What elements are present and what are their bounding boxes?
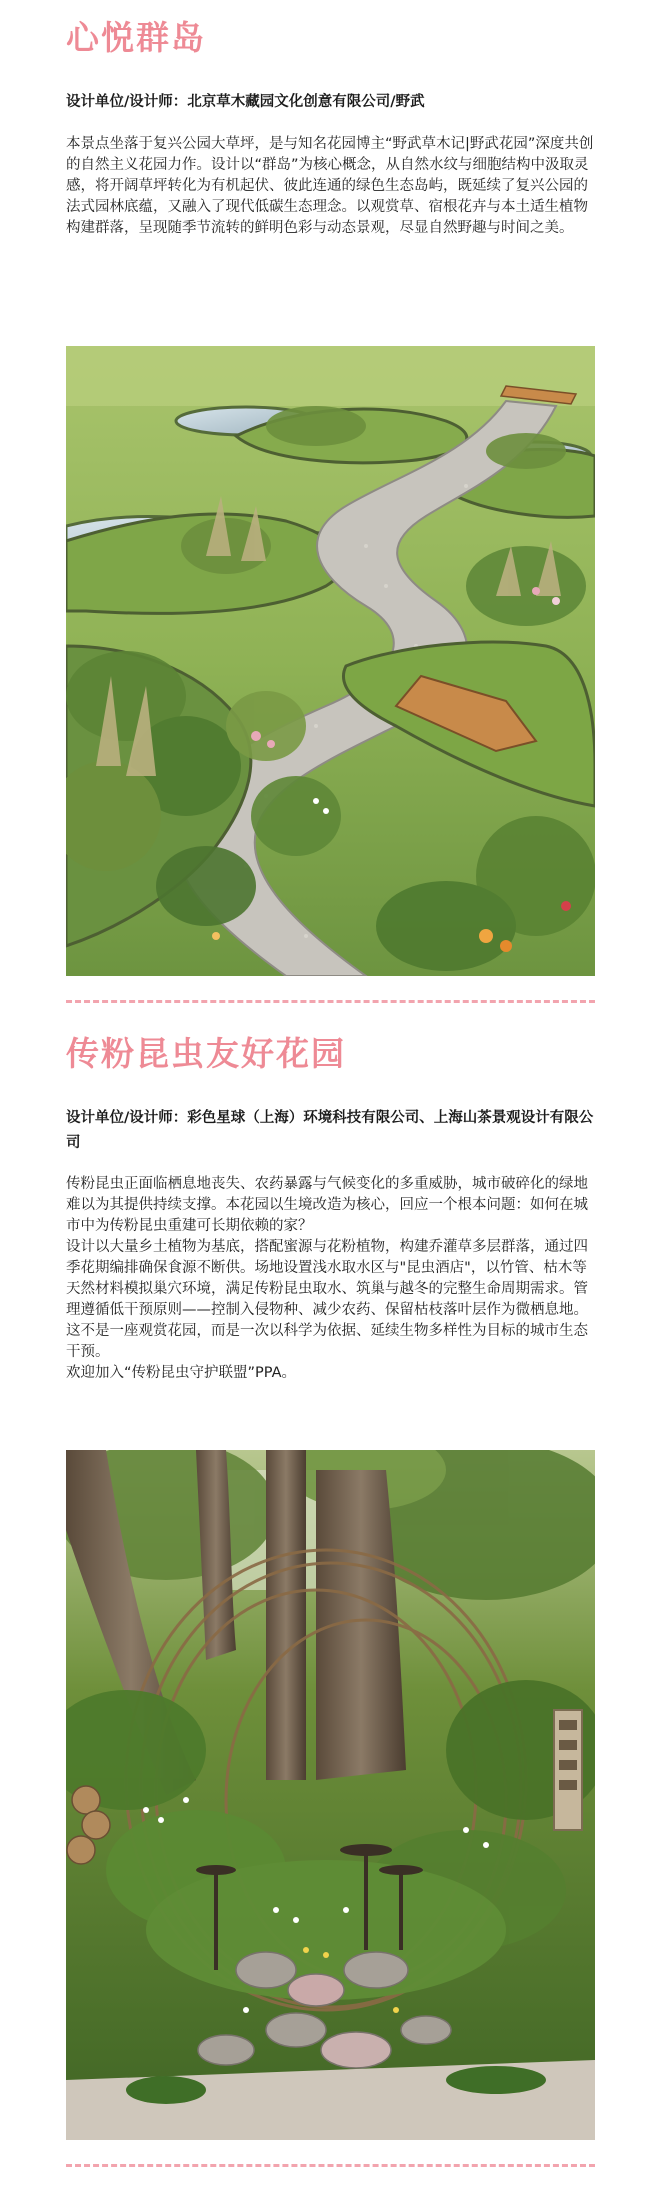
island-garden-illustration [66, 346, 595, 976]
description-paragraph: 传粉昆虫正面临栖息地丧失、农药暴露与气候变化的多重威胁，城市破碎化的绿地难以为其提供持续支撑。本花园以生境改造为核心，回应一个根本问题：如何在城市中为传粉昆虫重建可长期依赖的家？ [66, 1176, 588, 1234]
pollinator-garden-illustration [66, 1450, 595, 2140]
section-title: 传粉昆虫友好花园 [66, 1034, 346, 1073]
island-garden-photo [66, 346, 595, 976]
section-divider [66, 2164, 595, 2167]
description-paragraph: 这不是一座观赏花园，而是一次以科学为依据、延续生物多样性为目标的城市生态干预。 [66, 1323, 588, 1360]
designer-credit: 设计单位/设计师：彩色星球（上海）环境科技有限公司、上海山茶景观设计有限公司 [66, 1110, 594, 1151]
description-block [66, 134, 595, 239]
description-paragraph: 本景点坐落于复兴公园大草坪，是与知名花园博主“野武草木记|野武花园”深度共创的自然主义花园力作。设计以“群岛”为核心概念，从自然水纹与细胞结构中汲取灵感，将开阔草坪转化为有机起伏、彼此连通的绿色生态岛屿，既延续了复兴公园的法式园林底蕴，又融入了现代低碳生态理念。以观赏草、宿根花卉与本土适生植物构建群落，呈现随季节流转的鲜明色彩与动态景观，尽显自然野趣与时间之美。 [66, 136, 594, 236]
designer-credit: 设计单位/设计师：北京草木藏园文化创意有限公司/野武 [66, 94, 425, 110]
section-divider [66, 1000, 595, 1003]
designer-credit-block [66, 1106, 595, 1156]
section-pollinator-garden [66, 1034, 595, 1074]
description-paragraph: 设计以大量乡土植物为基底，搭配蜜源与花粉植物，构建乔灌草多层群落，通过四季花期编排确保食源不断供。场地设置浅水取水区与"昆虫酒店"，以竹管、枯木等天然材料模拟巢穴环境，满足传粉昆虫取水、筑巢与越冬的完整生命周期需求。管理遵循低干预原则——控制入侵物种、减少农药、保留枯枝落叶层作为微栖息地。 [66, 1239, 588, 1318]
description-block [66, 1174, 595, 1384]
section-islands [66, 18, 595, 58]
pollinator-garden-photo [66, 1450, 595, 2140]
section-title: 心悦群岛 [66, 18, 206, 57]
description-paragraph: 欢迎加入“传粉昆虫守护联盟”PPA。 [66, 1365, 297, 1381]
designer-credit-block [66, 90, 595, 115]
